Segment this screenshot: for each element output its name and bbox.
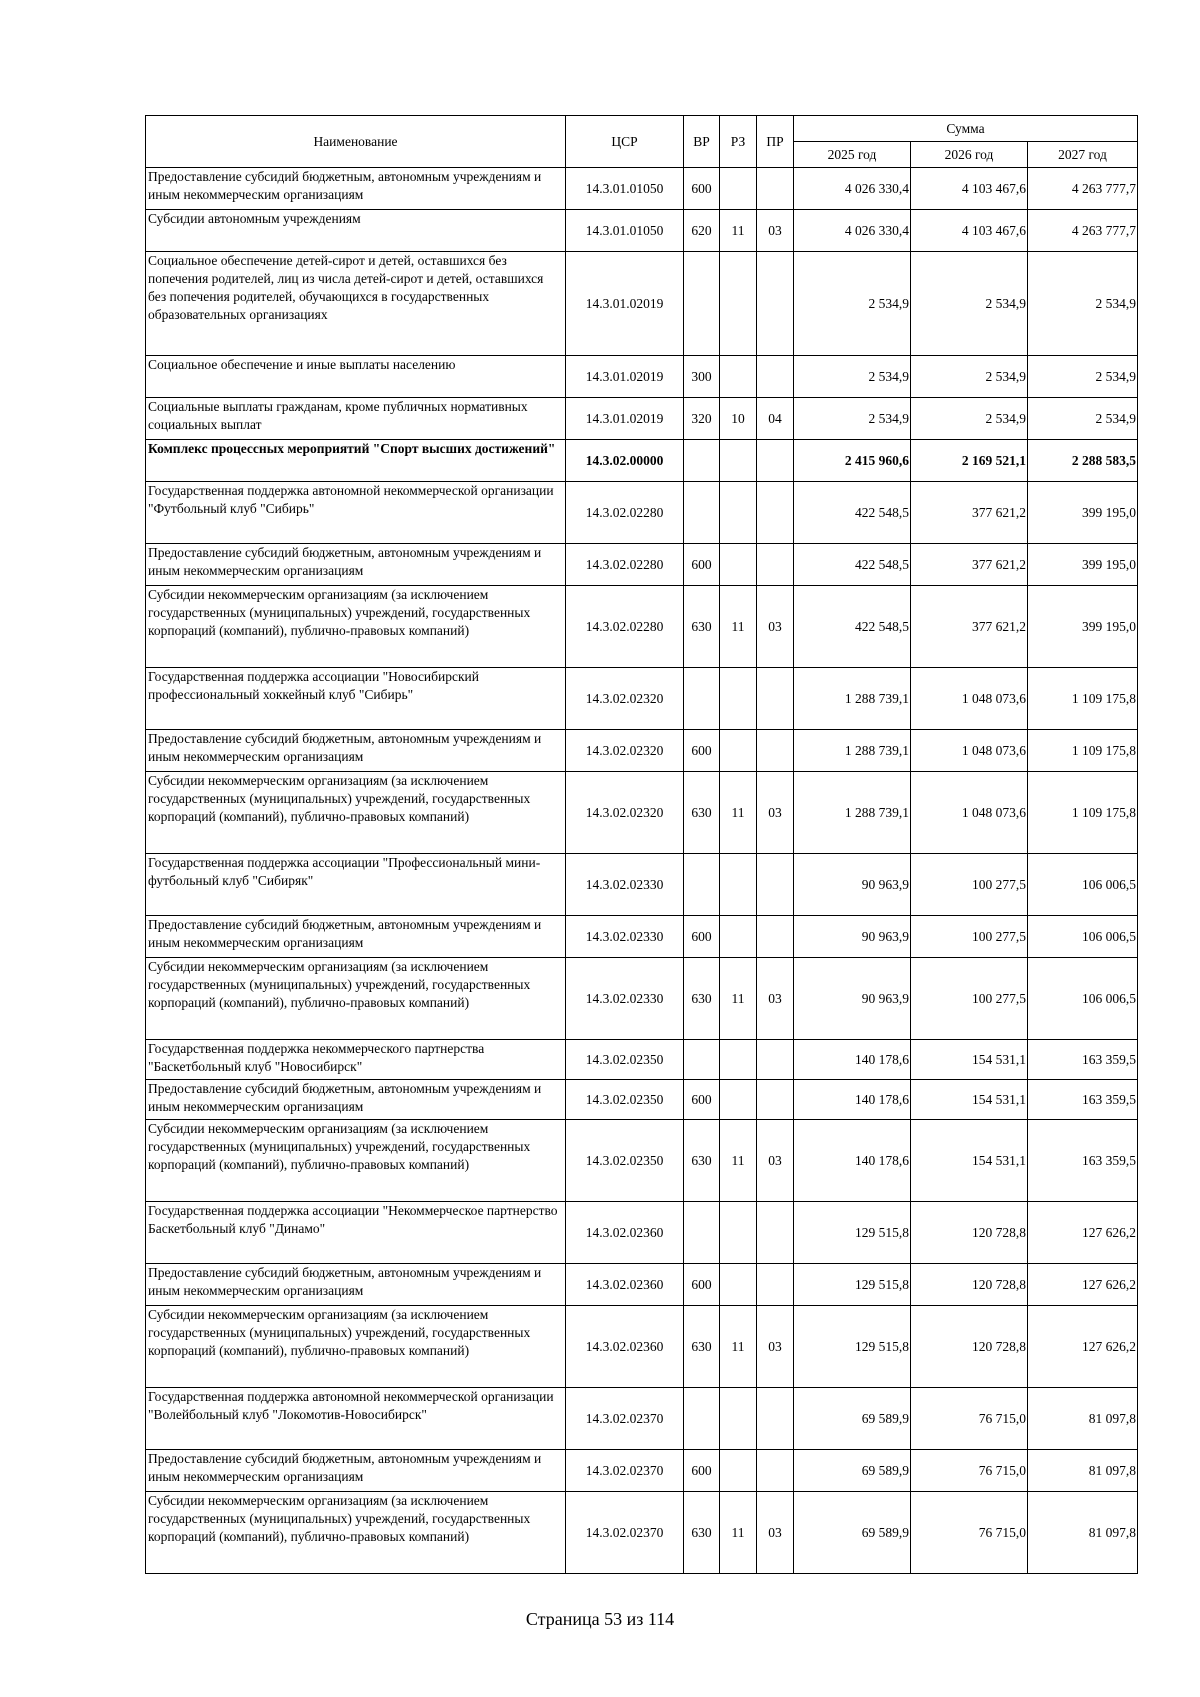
cell-name: Государственная поддержка автономной некоммерческой организации "Волейбольный клуб "Локомотив-Новосибирск" xyxy=(146,1388,566,1450)
cell-csr: 14.3.02.02370 xyxy=(566,1450,684,1492)
cell-csr: 14.3.02.00000 xyxy=(566,440,684,482)
cell-name: Социальное обеспечение и иные выплаты населению xyxy=(146,356,566,398)
table-row xyxy=(146,586,1138,668)
cell-pr: 03 xyxy=(757,586,794,668)
cell-2027: 106 006,5 xyxy=(1028,958,1138,1040)
cell-2027: 2 534,9 xyxy=(1028,398,1138,440)
table-row xyxy=(146,1040,1138,1080)
cell-vr xyxy=(684,1040,720,1080)
cell-vr: 630 xyxy=(684,772,720,854)
cell-rz xyxy=(720,544,757,586)
table-row xyxy=(146,668,1138,730)
cell-rz xyxy=(720,1450,757,1492)
cell-name: Комплекс процессных мероприятий "Спорт высших достижений" xyxy=(146,440,566,482)
table-row xyxy=(146,854,1138,916)
table-body xyxy=(146,168,1138,1574)
cell-name: Субсидии некоммерческим организациям (за исключением государственных (муниципальных) учреждений, государственных корпораций (компаний), публично-правовых компаний) xyxy=(146,1492,566,1574)
cell-name: Государственная поддержка автономной некоммерческой организации "Футбольный клуб "Сибирь" xyxy=(146,482,566,544)
table-row xyxy=(146,1080,1138,1120)
cell-pr xyxy=(757,356,794,398)
cell-csr: 14.3.02.02350 xyxy=(566,1120,684,1202)
cell-2026: 76 715,0 xyxy=(911,1450,1028,1492)
cell-2025: 1 288 739,1 xyxy=(794,730,911,772)
table-row xyxy=(146,958,1138,1040)
cell-2025: 4 026 330,4 xyxy=(794,168,911,210)
cell-csr: 14.3.02.02320 xyxy=(566,668,684,730)
cell-pr xyxy=(757,1080,794,1120)
cell-vr xyxy=(684,482,720,544)
cell-csr: 14.3.02.02320 xyxy=(566,730,684,772)
cell-vr: 600 xyxy=(684,1264,720,1306)
budget-table xyxy=(145,115,1138,1574)
header-rz: РЗ xyxy=(720,116,757,168)
cell-vr: 320 xyxy=(684,398,720,440)
cell-2025: 69 589,9 xyxy=(794,1450,911,1492)
table-row xyxy=(146,1388,1138,1450)
cell-2027: 81 097,8 xyxy=(1028,1450,1138,1492)
cell-name: Государственная поддержка ассоциации "Новосибирский профессиональный хоккейный клуб "Сибирь" xyxy=(146,668,566,730)
cell-2027: 2 534,9 xyxy=(1028,356,1138,398)
cell-2026: 120 728,8 xyxy=(911,1306,1028,1388)
cell-pr xyxy=(757,252,794,356)
table-row xyxy=(146,356,1138,398)
table-row xyxy=(146,1264,1138,1306)
cell-name: Государственная поддержка ассоциации "Профессиональный мини-футбольный клуб "Сибиряк" xyxy=(146,854,566,916)
cell-name: Социальное обеспечение детей-сирот и детей, оставшихся без попечения родителей, лиц из числа детей-сирот и детей, оставшихся без попечения родителей, обучающихся в государственных образовательных организациях xyxy=(146,252,566,356)
cell-2025: 90 963,9 xyxy=(794,958,911,1040)
cell-vr: 630 xyxy=(684,1306,720,1388)
cell-vr: 630 xyxy=(684,1492,720,1574)
cell-2026: 154 531,1 xyxy=(911,1080,1028,1120)
cell-2025: 69 589,9 xyxy=(794,1388,911,1450)
cell-2026: 2 169 521,1 xyxy=(911,440,1028,482)
cell-vr xyxy=(684,1202,720,1264)
cell-csr: 14.3.01.01050 xyxy=(566,168,684,210)
cell-pr xyxy=(757,168,794,210)
header-2027: 2027 год xyxy=(1028,142,1138,168)
table-row xyxy=(146,252,1138,356)
cell-vr: 600 xyxy=(684,1450,720,1492)
cell-2025: 1 288 739,1 xyxy=(794,668,911,730)
cell-vr xyxy=(684,252,720,356)
cell-2027: 81 097,8 xyxy=(1028,1492,1138,1574)
cell-2025: 129 515,8 xyxy=(794,1202,911,1264)
cell-csr: 14.3.01.02019 xyxy=(566,398,684,440)
cell-2025: 140 178,6 xyxy=(794,1120,911,1202)
cell-rz xyxy=(720,440,757,482)
cell-2026: 1 048 073,6 xyxy=(911,730,1028,772)
table-row xyxy=(146,1202,1138,1264)
cell-2027: 163 359,5 xyxy=(1028,1040,1138,1080)
cell-rz xyxy=(720,730,757,772)
table-row xyxy=(146,440,1138,482)
cell-vr: 300 xyxy=(684,356,720,398)
cell-2027: 106 006,5 xyxy=(1028,916,1138,958)
cell-2025: 129 515,8 xyxy=(794,1264,911,1306)
cell-name: Предоставление субсидий бюджетным, автономным учреждениям и иным некоммерческим организациям xyxy=(146,730,566,772)
cell-2026: 377 621,2 xyxy=(911,482,1028,544)
cell-csr: 14.3.02.02320 xyxy=(566,772,684,854)
cell-csr: 14.3.02.02330 xyxy=(566,916,684,958)
cell-name: Предоставление субсидий бюджетным, автономным учреждениям и иным некоммерческим организациям xyxy=(146,1450,566,1492)
cell-2027: 399 195,0 xyxy=(1028,482,1138,544)
cell-2025: 422 548,5 xyxy=(794,544,911,586)
cell-rz: 11 xyxy=(720,772,757,854)
cell-vr xyxy=(684,440,720,482)
cell-csr: 14.3.02.02360 xyxy=(566,1306,684,1388)
cell-rz xyxy=(720,482,757,544)
table-row xyxy=(146,482,1138,544)
cell-pr xyxy=(757,1040,794,1080)
cell-pr: 03 xyxy=(757,1120,794,1202)
header-name: Наименование xyxy=(146,116,566,168)
cell-2027: 2 534,9 xyxy=(1028,252,1138,356)
cell-rz xyxy=(720,1040,757,1080)
table-row xyxy=(146,1120,1138,1202)
cell-2026: 154 531,1 xyxy=(911,1040,1028,1080)
table-row xyxy=(146,730,1138,772)
cell-2025: 69 589,9 xyxy=(794,1492,911,1574)
cell-pr xyxy=(757,1450,794,1492)
cell-csr: 14.3.02.02330 xyxy=(566,854,684,916)
cell-vr xyxy=(684,854,720,916)
cell-rz: 11 xyxy=(720,958,757,1040)
cell-2026: 76 715,0 xyxy=(911,1388,1028,1450)
cell-pr xyxy=(757,1264,794,1306)
cell-2025: 90 963,9 xyxy=(794,916,911,958)
cell-2026: 100 277,5 xyxy=(911,916,1028,958)
cell-2025: 2 534,9 xyxy=(794,356,911,398)
cell-rz: 11 xyxy=(720,1306,757,1388)
cell-name: Субсидии некоммерческим организациям (за исключением государственных (муниципальных) учреждений, государственных корпораций (компаний), публично-правовых компаний) xyxy=(146,1306,566,1388)
table-row xyxy=(146,168,1138,210)
cell-2027: 4 263 777,7 xyxy=(1028,210,1138,252)
cell-name: Субсидии некоммерческим организациям (за исключением государственных (муниципальных) учреждений, государственных корпораций (компаний), публично-правовых компаний) xyxy=(146,772,566,854)
cell-2027: 4 263 777,7 xyxy=(1028,168,1138,210)
cell-pr: 03 xyxy=(757,210,794,252)
cell-csr: 14.3.02.02360 xyxy=(566,1202,684,1264)
cell-vr: 630 xyxy=(684,586,720,668)
cell-2027: 81 097,8 xyxy=(1028,1388,1138,1450)
table-row xyxy=(146,1450,1138,1492)
cell-rz xyxy=(720,1388,757,1450)
cell-rz xyxy=(720,356,757,398)
cell-rz xyxy=(720,854,757,916)
cell-rz xyxy=(720,252,757,356)
cell-2027: 2 288 583,5 xyxy=(1028,440,1138,482)
header-2025: 2025 год xyxy=(794,142,911,168)
cell-2026: 1 048 073,6 xyxy=(911,772,1028,854)
cell-vr: 630 xyxy=(684,1120,720,1202)
table-row xyxy=(146,544,1138,586)
cell-rz: 10 xyxy=(720,398,757,440)
header-vr: ВР xyxy=(684,116,720,168)
cell-2026: 100 277,5 xyxy=(911,854,1028,916)
cell-2027: 127 626,2 xyxy=(1028,1306,1138,1388)
cell-2025: 129 515,8 xyxy=(794,1306,911,1388)
cell-csr: 14.3.02.02360 xyxy=(566,1264,684,1306)
cell-name: Предоставление субсидий бюджетным, автономным учреждениям и иным некоммерческим организациям xyxy=(146,1080,566,1120)
table-row xyxy=(146,772,1138,854)
cell-csr: 14.3.02.02280 xyxy=(566,544,684,586)
cell-name: Предоставление субсидий бюджетным, автономным учреждениям и иным некоммерческим организациям xyxy=(146,168,566,210)
cell-pr: 03 xyxy=(757,1492,794,1574)
cell-pr xyxy=(757,916,794,958)
cell-rz: 11 xyxy=(720,1492,757,1574)
cell-name: Государственная поддержка некоммерческого партнерства "Баскетбольный клуб "Новосибирск" xyxy=(146,1040,566,1080)
cell-name: Социальные выплаты гражданам, кроме публичных нормативных социальных выплат xyxy=(146,398,566,440)
cell-name: Предоставление субсидий бюджетным, автономным учреждениям и иным некоммерческим организациям xyxy=(146,544,566,586)
cell-rz xyxy=(720,668,757,730)
cell-2026: 377 621,2 xyxy=(911,544,1028,586)
cell-name: Государственная поддержка ассоциации "Некоммерческое партнерство Баскетбольный клуб "Динамо" xyxy=(146,1202,566,1264)
cell-csr: 14.3.02.02280 xyxy=(566,482,684,544)
cell-vr: 600 xyxy=(684,1080,720,1120)
cell-2025: 90 963,9 xyxy=(794,854,911,916)
cell-name: Субсидии некоммерческим организациям (за исключением государственных (муниципальных) учреждений, государственных корпораций (компаний), публично-правовых компаний) xyxy=(146,958,566,1040)
cell-2025: 140 178,6 xyxy=(794,1080,911,1120)
cell-csr: 14.3.01.02019 xyxy=(566,252,684,356)
cell-rz xyxy=(720,1080,757,1120)
cell-pr xyxy=(757,668,794,730)
cell-2026: 377 621,2 xyxy=(911,586,1028,668)
table-row xyxy=(146,1306,1138,1388)
cell-2027: 127 626,2 xyxy=(1028,1264,1138,1306)
cell-rz: 11 xyxy=(720,586,757,668)
cell-2026: 154 531,1 xyxy=(911,1120,1028,1202)
cell-name: Предоставление субсидий бюджетным, автономным учреждениям и иным некоммерческим организациям xyxy=(146,1264,566,1306)
cell-2026: 4 103 467,6 xyxy=(911,168,1028,210)
cell-rz xyxy=(720,916,757,958)
cell-2027: 127 626,2 xyxy=(1028,1202,1138,1264)
cell-2025: 4 026 330,4 xyxy=(794,210,911,252)
cell-pr xyxy=(757,544,794,586)
cell-pr xyxy=(757,440,794,482)
cell-csr: 14.3.01.02019 xyxy=(566,356,684,398)
cell-2027: 399 195,0 xyxy=(1028,544,1138,586)
header-pr: ПР xyxy=(757,116,794,168)
cell-name: Предоставление субсидий бюджетным, автономным учреждениям и иным некоммерческим организациям xyxy=(146,916,566,958)
cell-2026: 2 534,9 xyxy=(911,398,1028,440)
cell-vr: 630 xyxy=(684,958,720,1040)
cell-2025: 1 288 739,1 xyxy=(794,772,911,854)
header-2026: 2026 год xyxy=(911,142,1028,168)
cell-vr: 600 xyxy=(684,730,720,772)
cell-2025: 2 534,9 xyxy=(794,252,911,356)
cell-csr: 14.3.02.02370 xyxy=(566,1492,684,1574)
cell-rz xyxy=(720,1264,757,1306)
cell-2027: 163 359,5 xyxy=(1028,1080,1138,1120)
cell-pr xyxy=(757,1388,794,1450)
cell-2025: 140 178,6 xyxy=(794,1040,911,1080)
cell-pr xyxy=(757,482,794,544)
cell-pr: 03 xyxy=(757,1306,794,1388)
cell-rz: 11 xyxy=(720,210,757,252)
cell-2025: 2 534,9 xyxy=(794,398,911,440)
cell-2026: 100 277,5 xyxy=(911,958,1028,1040)
page-number: Страница 53 из 114 xyxy=(525,1609,675,1629)
cell-2027: 1 109 175,8 xyxy=(1028,772,1138,854)
cell-rz xyxy=(720,1202,757,1264)
cell-csr: 14.3.02.02330 xyxy=(566,958,684,1040)
header-csr: ЦСР xyxy=(566,116,684,168)
cell-name: Субсидии некоммерческим организациям (за исключением государственных (муниципальных) учреждений, государственных корпораций (компаний), публично-правовых компаний) xyxy=(146,586,566,668)
cell-2026: 120 728,8 xyxy=(911,1264,1028,1306)
cell-2025: 2 415 960,6 xyxy=(794,440,911,482)
cell-2027: 1 109 175,8 xyxy=(1028,730,1138,772)
cell-2026: 2 534,9 xyxy=(911,356,1028,398)
cell-2026: 120 728,8 xyxy=(911,1202,1028,1264)
cell-csr: 14.3.02.02350 xyxy=(566,1040,684,1080)
table-row xyxy=(146,916,1138,958)
cell-vr xyxy=(684,668,720,730)
cell-2026: 2 534,9 xyxy=(911,252,1028,356)
cell-name: Субсидии автономным учреждениям xyxy=(146,210,566,252)
cell-2027: 163 359,5 xyxy=(1028,1120,1138,1202)
cell-pr: 03 xyxy=(757,772,794,854)
cell-2025: 422 548,5 xyxy=(794,482,911,544)
cell-csr: 14.3.02.02280 xyxy=(566,586,684,668)
cell-2025: 422 548,5 xyxy=(794,586,911,668)
cell-2026: 4 103 467,6 xyxy=(911,210,1028,252)
cell-2027: 106 006,5 xyxy=(1028,854,1138,916)
cell-pr: 03 xyxy=(757,958,794,1040)
cell-pr xyxy=(757,854,794,916)
table-row xyxy=(146,398,1138,440)
cell-rz xyxy=(720,168,757,210)
table-row xyxy=(146,210,1138,252)
header-sum: Сумма xyxy=(794,116,1138,142)
cell-csr: 14.3.02.02370 xyxy=(566,1388,684,1450)
cell-vr xyxy=(684,1388,720,1450)
cell-vr: 600 xyxy=(684,916,720,958)
cell-vr: 600 xyxy=(684,544,720,586)
cell-pr: 04 xyxy=(757,398,794,440)
cell-pr xyxy=(757,730,794,772)
table-header xyxy=(146,116,1138,168)
cell-2027: 1 109 175,8 xyxy=(1028,668,1138,730)
cell-name: Субсидии некоммерческим организациям (за исключением государственных (муниципальных) учреждений, государственных корпораций (компаний), публично-правовых компаний) xyxy=(146,1120,566,1202)
cell-2026: 76 715,0 xyxy=(911,1492,1028,1574)
cell-2027: 399 195,0 xyxy=(1028,586,1138,668)
cell-csr: 14.3.01.01050 xyxy=(566,210,684,252)
table-row xyxy=(146,1492,1138,1574)
cell-rz: 11 xyxy=(720,1120,757,1202)
cell-pr xyxy=(757,1202,794,1264)
cell-vr: 600 xyxy=(684,168,720,210)
cell-2026: 1 048 073,6 xyxy=(911,668,1028,730)
cell-csr: 14.3.02.02350 xyxy=(566,1080,684,1120)
cell-vr: 620 xyxy=(684,210,720,252)
